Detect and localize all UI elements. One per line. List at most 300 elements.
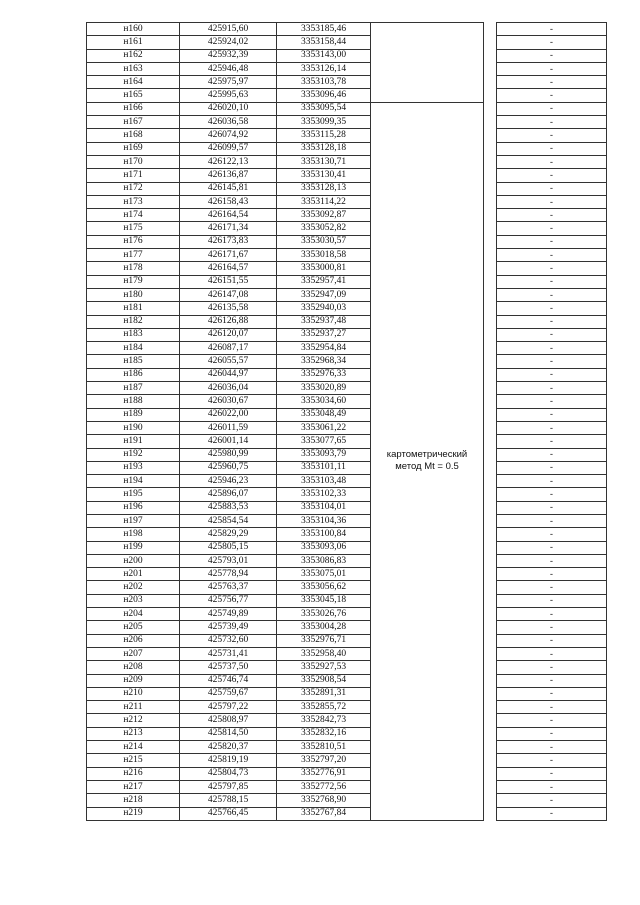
spacer-cell (484, 302, 497, 315)
table-row (87, 767, 607, 780)
point-id-cell: н179 (87, 275, 180, 288)
point-id-cell: н196 (87, 501, 180, 514)
point-id-cell: н214 (87, 741, 180, 754)
spacer-cell (484, 235, 497, 248)
table-row (87, 355, 607, 368)
value-dash-cell: - (497, 661, 607, 674)
x-coordinate-cell: 425731,41 (180, 647, 277, 660)
x-coordinate-cell: 425793,01 (180, 554, 277, 567)
value-dash-cell: - (497, 475, 607, 488)
spacer-cell (484, 209, 497, 222)
table-row (87, 727, 607, 740)
y-coordinate-cell: 3352927,53 (277, 661, 371, 674)
point-id-cell: н195 (87, 488, 180, 501)
point-id-cell: н219 (87, 807, 180, 820)
x-coordinate-cell: 425995,63 (180, 89, 277, 102)
y-coordinate-cell: 3352797,20 (277, 754, 371, 767)
value-dash-cell: - (497, 528, 607, 541)
x-coordinate-cell: 425797,85 (180, 780, 277, 793)
value-dash-cell: - (497, 368, 607, 381)
x-coordinate-cell: 425805,15 (180, 541, 277, 554)
table-row (87, 155, 607, 168)
point-id-cell: н209 (87, 674, 180, 687)
spacer-cell (484, 608, 497, 621)
point-id-cell: н201 (87, 568, 180, 581)
spacer-cell (484, 408, 497, 421)
x-coordinate-cell: 426164,54 (180, 209, 277, 222)
y-coordinate-cell: 3353099,35 (277, 116, 371, 129)
value-dash-cell: - (497, 222, 607, 235)
spacer-cell (484, 382, 497, 395)
value-dash-cell: - (497, 608, 607, 621)
spacer-cell (484, 342, 497, 355)
y-coordinate-cell: 3353128,18 (277, 142, 371, 155)
point-id-cell: н163 (87, 62, 180, 75)
x-coordinate-cell: 426099,57 (180, 142, 277, 155)
spacer-cell (484, 634, 497, 647)
point-id-cell: н175 (87, 222, 180, 235)
point-id-cell: н164 (87, 76, 180, 89)
point-id-cell: н197 (87, 514, 180, 527)
value-dash-cell: - (497, 23, 607, 36)
x-coordinate-cell: 426036,04 (180, 382, 277, 395)
value-dash-cell: - (497, 342, 607, 355)
x-coordinate-cell: 426074,92 (180, 129, 277, 142)
point-id-cell: н200 (87, 554, 180, 567)
spacer-cell (484, 368, 497, 381)
point-id-cell: н210 (87, 687, 180, 700)
y-coordinate-cell: 3352947,09 (277, 288, 371, 301)
point-id-cell: н177 (87, 249, 180, 262)
y-coordinate-cell: 3353096,46 (277, 89, 371, 102)
y-coordinate-cell: 3352810,51 (277, 741, 371, 754)
table-row (87, 195, 607, 208)
spacer-cell (484, 76, 497, 89)
spacer-cell (484, 780, 497, 793)
table-row (87, 408, 607, 421)
x-coordinate-cell: 426171,67 (180, 249, 277, 262)
x-coordinate-cell: 425915,60 (180, 23, 277, 36)
table-row (87, 621, 607, 634)
spacer-cell (484, 767, 497, 780)
table-row (87, 302, 607, 315)
y-coordinate-cell: 3352957,41 (277, 275, 371, 288)
x-coordinate-cell: 425946,48 (180, 62, 277, 75)
table-row (87, 714, 607, 727)
point-id-cell: н169 (87, 142, 180, 155)
method-cell-empty (371, 23, 484, 103)
value-dash-cell: - (497, 76, 607, 89)
x-coordinate-cell: 425746,74 (180, 674, 277, 687)
value-dash-cell: - (497, 62, 607, 75)
table-row (87, 182, 607, 195)
table-row (87, 608, 607, 621)
x-coordinate-cell: 425797,22 (180, 701, 277, 714)
table-row (87, 780, 607, 793)
table-row (87, 36, 607, 49)
spacer-cell (484, 89, 497, 102)
y-coordinate-cell: 3352842,73 (277, 714, 371, 727)
point-id-cell: н215 (87, 754, 180, 767)
x-coordinate-cell: 426145,81 (180, 182, 277, 195)
method-cell-line-2: метод Mt = 0.5 (395, 461, 459, 473)
spacer-cell (484, 129, 497, 142)
value-dash-cell: - (497, 89, 607, 102)
table-row (87, 701, 607, 714)
table-row (87, 169, 607, 182)
spacer-cell (484, 421, 497, 434)
table-row (87, 794, 607, 807)
y-coordinate-cell: 3352937,48 (277, 315, 371, 328)
x-coordinate-cell: 425737,50 (180, 661, 277, 674)
spacer-cell (484, 62, 497, 75)
spacer-cell (484, 435, 497, 448)
x-coordinate-cell: 425763,37 (180, 581, 277, 594)
x-coordinate-cell: 426136,87 (180, 169, 277, 182)
y-coordinate-cell: 3353104,01 (277, 501, 371, 514)
value-dash-cell: - (497, 741, 607, 754)
y-coordinate-cell: 3353048,49 (277, 408, 371, 421)
spacer-cell (484, 687, 497, 700)
y-coordinate-cell: 3353114,22 (277, 195, 371, 208)
x-coordinate-cell: 425804,73 (180, 767, 277, 780)
y-coordinate-cell: 3353093,06 (277, 541, 371, 554)
x-coordinate-cell: 425756,77 (180, 594, 277, 607)
table-row (87, 395, 607, 408)
value-dash-cell: - (497, 621, 607, 634)
y-coordinate-cell: 3353103,48 (277, 475, 371, 488)
spacer-cell (484, 23, 497, 36)
spacer-cell (484, 488, 497, 501)
spacer-cell (484, 275, 497, 288)
point-id-cell: н185 (87, 355, 180, 368)
spacer-cell (484, 714, 497, 727)
value-dash-cell: - (497, 767, 607, 780)
y-coordinate-cell: 3352954,84 (277, 342, 371, 355)
table-row (87, 634, 607, 647)
y-coordinate-cell: 3353075,01 (277, 568, 371, 581)
table-row (87, 421, 607, 434)
x-coordinate-cell: 426158,43 (180, 195, 277, 208)
y-coordinate-cell: 3353143,00 (277, 49, 371, 62)
table-row (87, 461, 607, 474)
coordinates-table-body (87, 23, 607, 821)
spacer-cell (484, 647, 497, 660)
point-id-cell: н205 (87, 621, 180, 634)
table-row (87, 382, 607, 395)
y-coordinate-cell: 3353128,13 (277, 182, 371, 195)
spacer-cell (484, 36, 497, 49)
y-coordinate-cell: 3353077,65 (277, 435, 371, 448)
table-row (87, 249, 607, 262)
y-coordinate-cell: 3353185,46 (277, 23, 371, 36)
value-dash-cell: - (497, 249, 607, 262)
x-coordinate-cell: 426011,59 (180, 421, 277, 434)
point-id-cell: н166 (87, 102, 180, 115)
point-id-cell: н212 (87, 714, 180, 727)
table-row (87, 315, 607, 328)
spacer-cell (484, 142, 497, 155)
x-coordinate-cell: 426020,10 (180, 102, 277, 115)
table-row (87, 488, 607, 501)
y-coordinate-cell: 3352908,54 (277, 674, 371, 687)
y-coordinate-cell: 3353130,71 (277, 155, 371, 168)
spacer-cell (484, 328, 497, 341)
x-coordinate-cell: 425854,54 (180, 514, 277, 527)
table-row (87, 368, 607, 381)
point-id-cell: н160 (87, 23, 180, 36)
point-id-cell: н173 (87, 195, 180, 208)
value-dash-cell: - (497, 754, 607, 767)
value-dash-cell: - (497, 488, 607, 501)
table-row (87, 129, 607, 142)
x-coordinate-cell: 425946,23 (180, 475, 277, 488)
value-dash-cell: - (497, 461, 607, 474)
spacer-cell (484, 794, 497, 807)
table-row (87, 594, 607, 607)
table-row (87, 568, 607, 581)
value-dash-cell: - (497, 328, 607, 341)
table-row (87, 475, 607, 488)
y-coordinate-cell: 3352767,84 (277, 807, 371, 820)
y-coordinate-cell: 3353004,28 (277, 621, 371, 634)
point-id-cell: н193 (87, 461, 180, 474)
y-coordinate-cell: 3353115,28 (277, 129, 371, 142)
table-row (87, 687, 607, 700)
x-coordinate-cell: 426147,08 (180, 288, 277, 301)
table-row (87, 62, 607, 75)
value-dash-cell: - (497, 288, 607, 301)
value-dash-cell: - (497, 581, 607, 594)
y-coordinate-cell: 3352937,27 (277, 328, 371, 341)
x-coordinate-cell: 425820,37 (180, 741, 277, 754)
point-id-cell: н213 (87, 727, 180, 740)
value-dash-cell: - (497, 514, 607, 527)
table-row (87, 807, 607, 820)
x-coordinate-cell: 425924,02 (180, 36, 277, 49)
point-id-cell: н178 (87, 262, 180, 275)
x-coordinate-cell: 425788,15 (180, 794, 277, 807)
spacer-cell (484, 741, 497, 754)
point-id-cell: н170 (87, 155, 180, 168)
table-row (87, 554, 607, 567)
y-coordinate-cell: 3352832,16 (277, 727, 371, 740)
x-coordinate-cell: 425766,45 (180, 807, 277, 820)
y-coordinate-cell: 3353030,57 (277, 235, 371, 248)
x-coordinate-cell: 426055,57 (180, 355, 277, 368)
point-id-cell: н191 (87, 435, 180, 448)
point-id-cell: н217 (87, 780, 180, 793)
table-row (87, 754, 607, 767)
value-dash-cell: - (497, 408, 607, 421)
value-dash-cell: - (497, 727, 607, 740)
spacer-cell (484, 448, 497, 461)
point-id-cell: н187 (87, 382, 180, 395)
value-dash-cell: - (497, 647, 607, 660)
spacer-cell (484, 661, 497, 674)
table-row (87, 328, 607, 341)
spacer-cell (484, 501, 497, 514)
table-row (87, 435, 607, 448)
point-id-cell: н171 (87, 169, 180, 182)
y-coordinate-cell: 3353000,81 (277, 262, 371, 275)
value-dash-cell: - (497, 235, 607, 248)
y-coordinate-cell: 3352958,40 (277, 647, 371, 660)
table-row (87, 102, 607, 115)
value-dash-cell: - (497, 807, 607, 820)
table-row (87, 581, 607, 594)
spacer-cell (484, 514, 497, 527)
point-id-cell: н172 (87, 182, 180, 195)
x-coordinate-cell: 425896,07 (180, 488, 277, 501)
spacer-cell (484, 49, 497, 62)
point-id-cell: н180 (87, 288, 180, 301)
spacer-cell (484, 249, 497, 262)
point-id-cell: н186 (87, 368, 180, 381)
point-id-cell: н182 (87, 315, 180, 328)
spacer-cell (484, 116, 497, 129)
spacer-cell (484, 169, 497, 182)
value-dash-cell: - (497, 315, 607, 328)
y-coordinate-cell: 3353086,83 (277, 554, 371, 567)
table-row (87, 741, 607, 754)
x-coordinate-cell: 426135,58 (180, 302, 277, 315)
y-coordinate-cell: 3353061,22 (277, 421, 371, 434)
point-id-cell: н167 (87, 116, 180, 129)
point-id-cell: н190 (87, 421, 180, 434)
value-dash-cell: - (497, 395, 607, 408)
x-coordinate-cell: 425739,49 (180, 621, 277, 634)
point-id-cell: н174 (87, 209, 180, 222)
spacer-cell (484, 674, 497, 687)
point-id-cell: н168 (87, 129, 180, 142)
value-dash-cell: - (497, 355, 607, 368)
point-id-cell: н189 (87, 408, 180, 421)
x-coordinate-cell: 425749,89 (180, 608, 277, 621)
table-row (87, 541, 607, 554)
table-row (87, 674, 607, 687)
value-dash-cell: - (497, 421, 607, 434)
x-coordinate-cell: 426126,88 (180, 315, 277, 328)
x-coordinate-cell: 425829,29 (180, 528, 277, 541)
spacer-cell (484, 754, 497, 767)
x-coordinate-cell: 425759,67 (180, 687, 277, 700)
table-row (87, 49, 607, 62)
value-dash-cell: - (497, 701, 607, 714)
point-id-cell: н162 (87, 49, 180, 62)
y-coordinate-cell: 3352976,33 (277, 368, 371, 381)
value-dash-cell: - (497, 687, 607, 700)
spacer-cell (484, 155, 497, 168)
table-row (87, 209, 607, 222)
y-coordinate-cell: 3353101,11 (277, 461, 371, 474)
y-coordinate-cell: 3352891,31 (277, 687, 371, 700)
table-row (87, 448, 607, 461)
value-dash-cell: - (497, 780, 607, 793)
point-id-cell: н208 (87, 661, 180, 674)
value-dash-cell: - (497, 102, 607, 115)
x-coordinate-cell: 426044,97 (180, 368, 277, 381)
point-id-cell: н206 (87, 634, 180, 647)
value-dash-cell: - (497, 541, 607, 554)
y-coordinate-cell: 3352776,91 (277, 767, 371, 780)
value-dash-cell: - (497, 262, 607, 275)
value-dash-cell: - (497, 302, 607, 315)
point-id-cell: н216 (87, 767, 180, 780)
x-coordinate-cell: 425778,94 (180, 568, 277, 581)
x-coordinate-cell: 426151,55 (180, 275, 277, 288)
value-dash-cell: - (497, 674, 607, 687)
spacer-cell (484, 621, 497, 634)
point-id-cell: н211 (87, 701, 180, 714)
point-id-cell: н176 (87, 235, 180, 248)
table-row (87, 342, 607, 355)
x-coordinate-cell: 426036,58 (180, 116, 277, 129)
table-row (87, 76, 607, 89)
x-coordinate-cell: 425808,97 (180, 714, 277, 727)
value-dash-cell: - (497, 209, 607, 222)
value-dash-cell: - (497, 49, 607, 62)
x-coordinate-cell: 426173,83 (180, 235, 277, 248)
y-coordinate-cell: 3352940,03 (277, 302, 371, 315)
point-id-cell: н181 (87, 302, 180, 315)
y-coordinate-cell: 3353095,54 (277, 102, 371, 115)
y-coordinate-cell: 3353102,33 (277, 488, 371, 501)
point-id-cell: н183 (87, 328, 180, 341)
spacer-cell (484, 594, 497, 607)
point-id-cell: н188 (87, 395, 180, 408)
y-coordinate-cell: 3353093,79 (277, 448, 371, 461)
spacer-cell (484, 701, 497, 714)
spacer-cell (484, 262, 497, 275)
spacer-cell (484, 461, 497, 474)
spacer-cell (484, 541, 497, 554)
table-row (87, 661, 607, 674)
table-row (87, 262, 607, 275)
table-row (87, 116, 607, 129)
x-coordinate-cell: 426122,13 (180, 155, 277, 168)
y-coordinate-cell: 3353130,41 (277, 169, 371, 182)
value-dash-cell: - (497, 435, 607, 448)
value-dash-cell: - (497, 382, 607, 395)
x-coordinate-cell: 426022,00 (180, 408, 277, 421)
point-id-cell: н203 (87, 594, 180, 607)
value-dash-cell: - (497, 129, 607, 142)
value-dash-cell: - (497, 169, 607, 182)
spacer-cell (484, 102, 497, 115)
spacer-cell (484, 395, 497, 408)
spacer-cell (484, 554, 497, 567)
value-dash-cell: - (497, 634, 607, 647)
value-dash-cell: - (497, 36, 607, 49)
y-coordinate-cell: 3352968,34 (277, 355, 371, 368)
x-coordinate-cell: 425932,39 (180, 49, 277, 62)
table-row (87, 514, 607, 527)
table-row (87, 528, 607, 541)
spacer-cell (484, 315, 497, 328)
value-dash-cell: - (497, 275, 607, 288)
point-id-cell: н204 (87, 608, 180, 621)
y-coordinate-cell: 3353056,62 (277, 581, 371, 594)
point-id-cell: н202 (87, 581, 180, 594)
x-coordinate-cell: 426171,34 (180, 222, 277, 235)
y-coordinate-cell: 3352855,72 (277, 701, 371, 714)
value-dash-cell: - (497, 714, 607, 727)
table-row (87, 235, 607, 248)
spacer-cell (484, 195, 497, 208)
spacer-cell (484, 355, 497, 368)
y-coordinate-cell: 3352976,71 (277, 634, 371, 647)
